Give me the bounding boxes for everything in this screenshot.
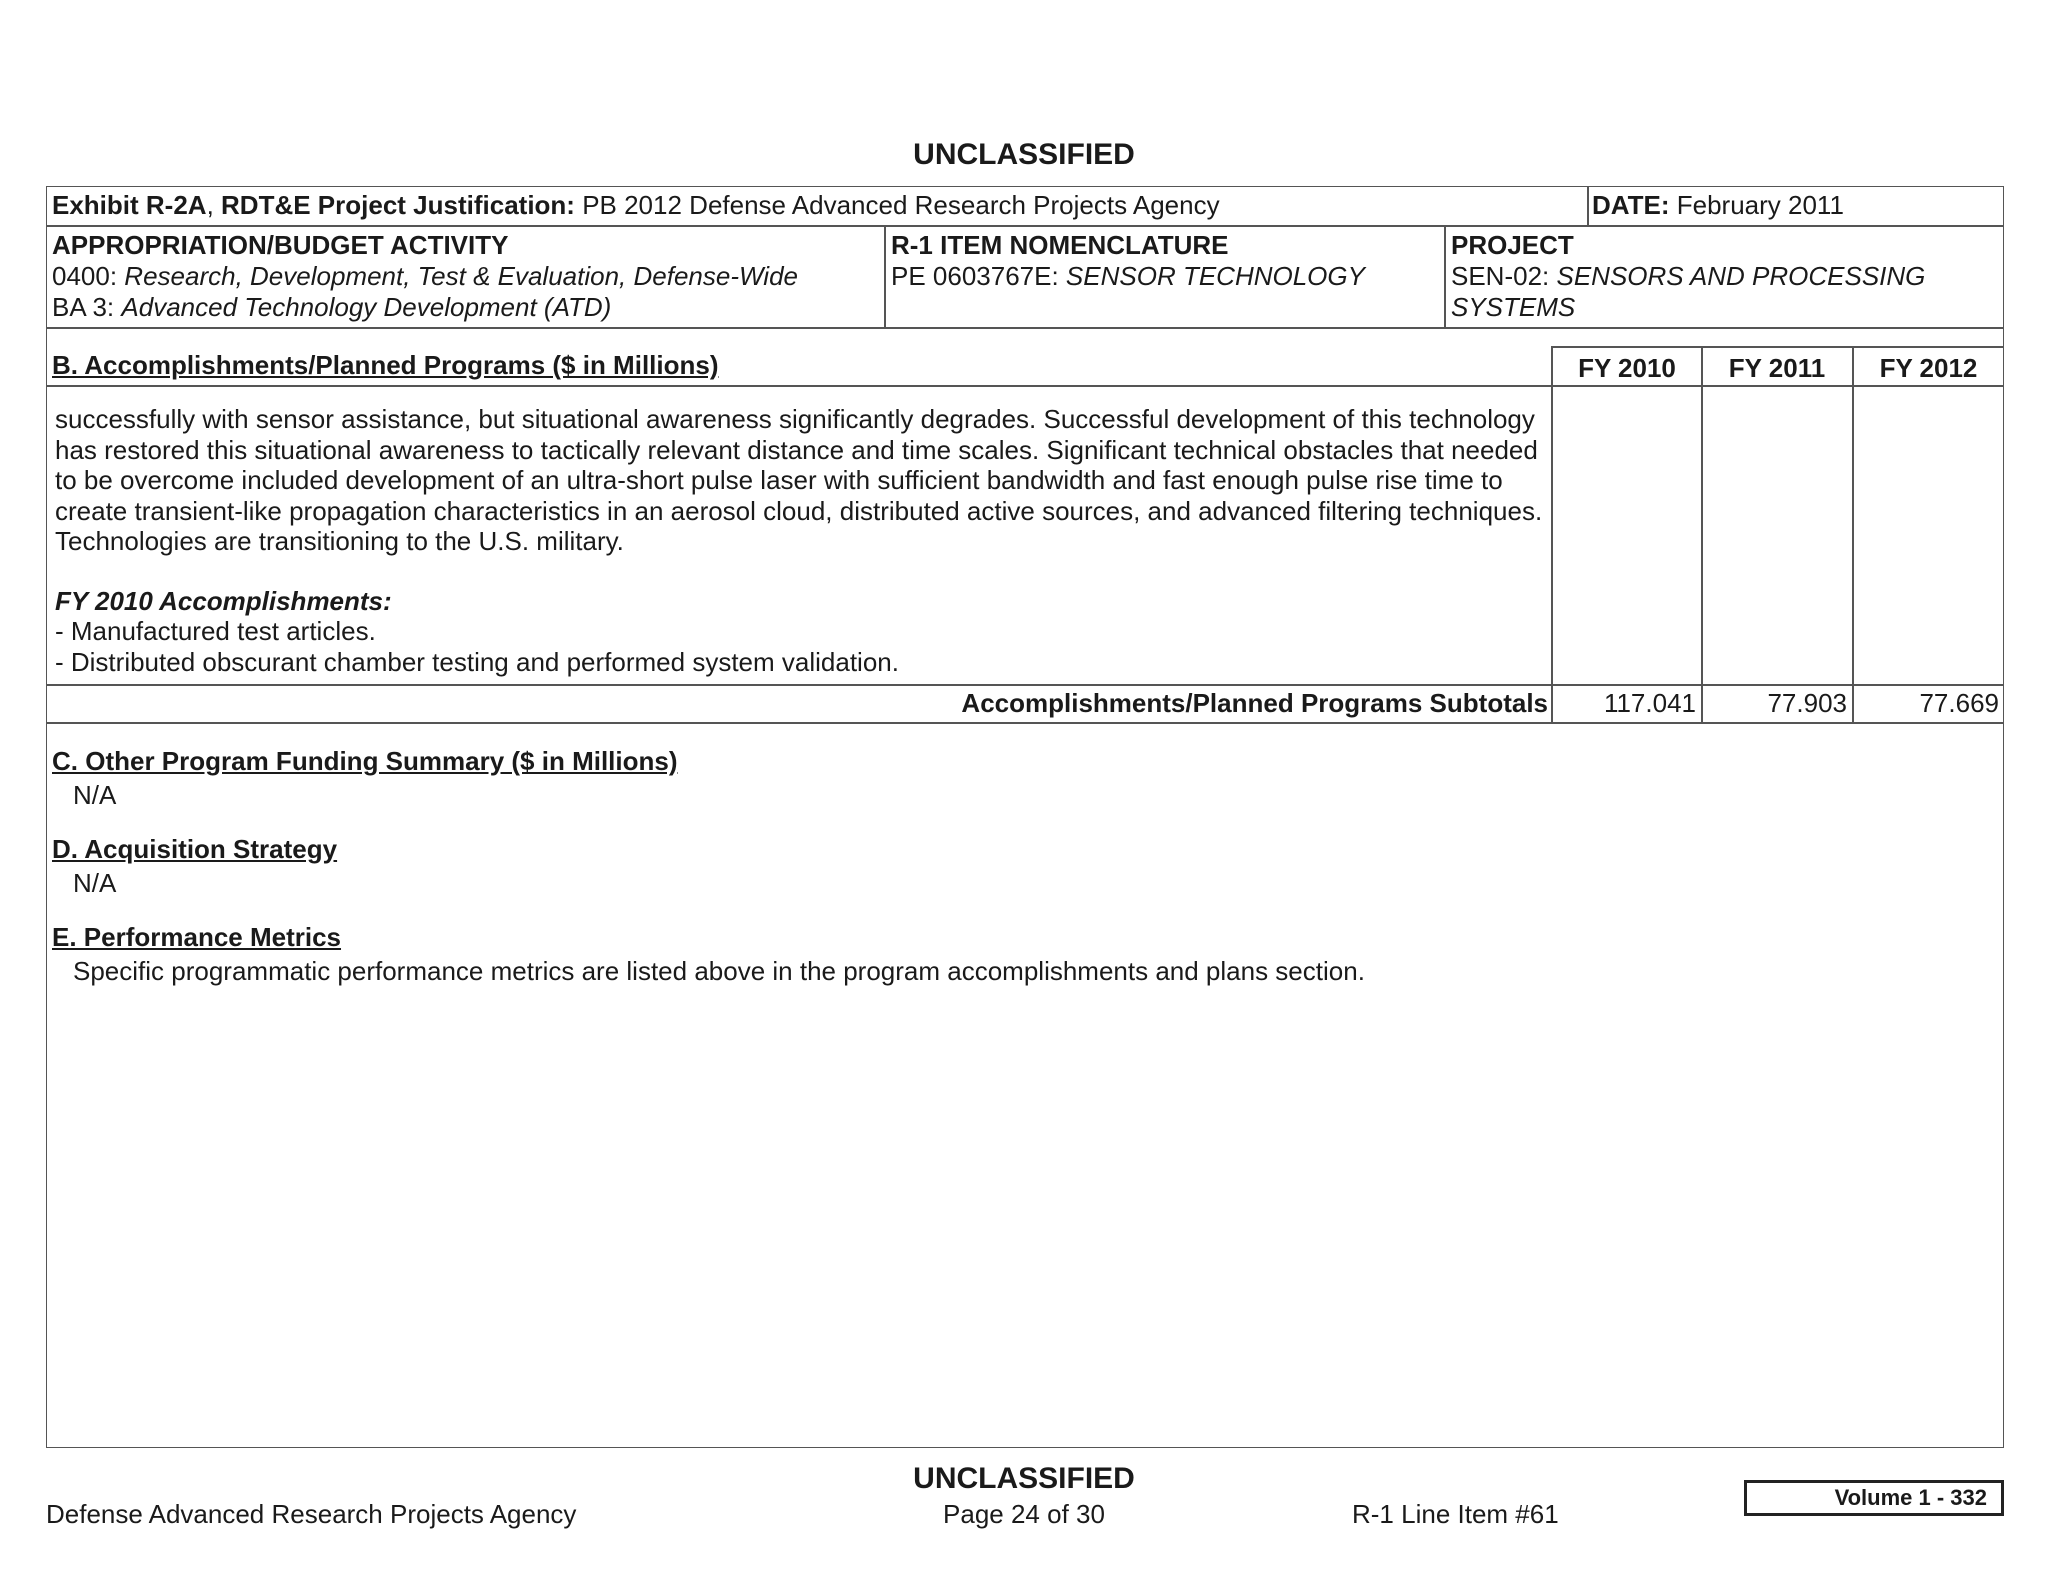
- r1-item-heading: R-1 ITEM NOMENCLATURE: [891, 230, 1229, 260]
- project-heading: PROJECT: [1451, 230, 1574, 260]
- paragraph-line: create transient-like propagation characteristics in an aerosol cloud, distributed active sources, and advanced filtering techniques.: [55, 495, 1543, 526]
- paragraph-line: Technologies are transitioning to the U.S. military.: [55, 526, 624, 556]
- section-e-title: E. Performance Metrics: [52, 922, 342, 952]
- accomplishment-item: - Manufactured test articles.: [55, 616, 376, 646]
- project-text-line-2: SYSTEMS: [1451, 292, 1576, 322]
- section-d-body: N/A: [73, 868, 117, 898]
- section-c-title: C. Other Program Funding Summary ($ in Millions): [52, 746, 678, 776]
- classification-footer: UNCLASSIFIED: [913, 1462, 1135, 1495]
- r1-item-block: [891, 230, 1365, 292]
- date-value: February 2011: [1669, 190, 1844, 220]
- appropriation-text: Research, Development, Test & Evaluation, Defense-Wide: [124, 261, 798, 291]
- exhibit-label: Exhibit R-2A: [52, 190, 207, 220]
- appropriation-block: [52, 230, 798, 323]
- section-b-paragraph: [55, 404, 1542, 557]
- budget-activity-line: [52, 292, 798, 323]
- section-b-title: B. Accomplishments/Planned Programs ($ in Millions): [52, 350, 719, 380]
- r1-item-text: SENSOR TECHNOLOGY: [1065, 261, 1365, 291]
- column-fy2010: FY 2010: [1578, 353, 1676, 383]
- subtotals-label: Accomplishments/Planned Programs Subtotals: [961, 688, 1548, 718]
- paragraph-line: has restored this situational awareness to tactically relevant distance and time scales. Significant technical obstacles that needed: [55, 434, 1538, 465]
- budget-activity-code: BA 3:: [52, 292, 122, 322]
- exhibit-title: [52, 190, 1220, 221]
- footer-line-item: R-1 Line Item #61: [1352, 1499, 1559, 1529]
- classification-header: UNCLASSIFIED: [913, 138, 1135, 171]
- project-line-1: [1451, 261, 1925, 292]
- exhibit-date: [1592, 190, 1844, 221]
- accomplishments-list: [55, 616, 899, 677]
- subtotal-fy2010: 117.041: [1603, 688, 1696, 718]
- appropriation-heading: APPROPRIATION/BUDGET ACTIVITY: [52, 230, 509, 260]
- project-text-line-1: SENSORS AND PROCESSING: [1556, 261, 1926, 291]
- date-label: DATE:: [1592, 190, 1670, 220]
- r1-item-code: PE 0603767E:: [891, 261, 1066, 291]
- project-block: [1451, 230, 1925, 323]
- exhibit-title-label: RDT&E Project Justification:: [221, 190, 575, 220]
- accomplishments-heading: FY 2010 Accomplishments:: [55, 586, 392, 616]
- paragraph-line: successfully with sensor assistance, but situational awareness significantly degrades. Successful development of this technology: [55, 404, 1535, 434]
- exhibit-title-value: PB 2012 Defense Advanced Research Projects Agency: [574, 190, 1220, 220]
- subtotal-fy2012: 77.669: [1919, 688, 1999, 718]
- column-fy2011: FY 2011: [1728, 353, 1826, 383]
- subtotal-fy2011: 77.903: [1767, 688, 1847, 718]
- volume-box: Volume 1 - 332: [1744, 1480, 2004, 1516]
- paragraph-line: to be overcome included development of an ultra-short pulse laser with sufficient bandwidth and fast enough pulse rise time to: [55, 465, 1503, 495]
- section-e-body: Specific programmatic performance metrics are listed above in the program accomplishments and plans section.: [73, 956, 1365, 986]
- r1-item-line: [891, 261, 1365, 292]
- accomplishment-item: - Distributed obscurant chamber testing and performed system validation.: [55, 646, 899, 677]
- appropriation-line-1: [52, 261, 798, 292]
- appropriation-code: 0400:: [52, 261, 125, 291]
- section-d-title: D. Acquisition Strategy: [52, 834, 338, 864]
- footer-agency: Defense Advanced Research Projects Agency: [46, 1499, 577, 1529]
- project-code: SEN-02:: [1451, 261, 1557, 291]
- section-c-body: N/A: [73, 780, 117, 810]
- exhibit-sep: ,: [206, 190, 222, 220]
- budget-activity-text: Advanced Technology Development (ATD): [121, 292, 612, 322]
- column-fy2012: FY 2012: [1879, 353, 1978, 383]
- footer-page-number: Page 24 of 30: [943, 1499, 1105, 1529]
